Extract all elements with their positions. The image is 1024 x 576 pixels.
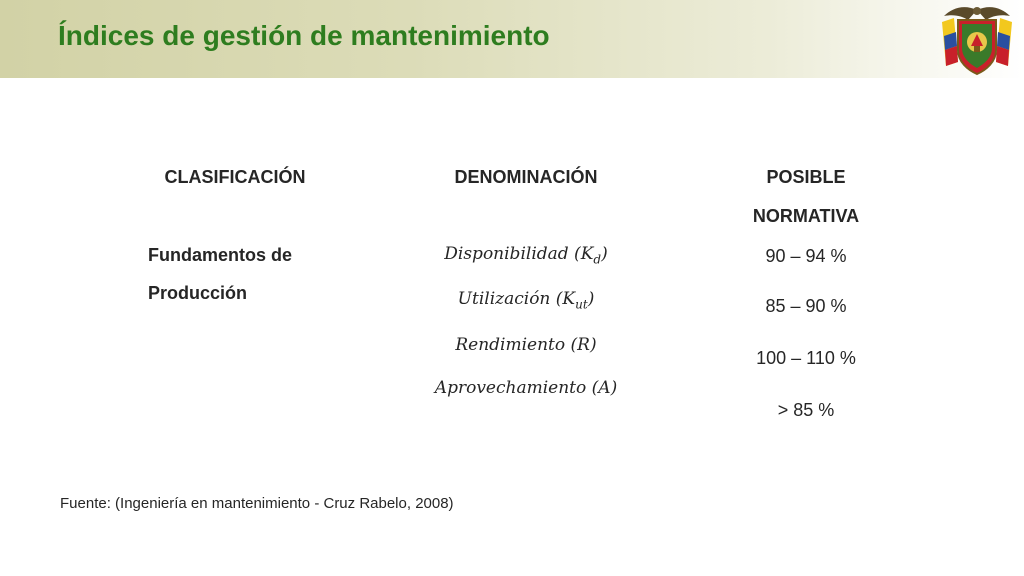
header-normative-line1: POSIBLE bbox=[766, 167, 846, 187]
term-subscript: ut bbox=[575, 297, 588, 312]
term-symbol: R bbox=[577, 335, 590, 355]
term-row: Rendimiento (R) bbox=[455, 335, 597, 355]
term-subscript: d bbox=[593, 252, 602, 267]
normative-value: 100 – 110 % bbox=[756, 348, 856, 368]
classification-line1: Fundamentos de bbox=[148, 245, 293, 265]
term-symbol: K bbox=[562, 289, 576, 309]
normative-value: > 85 % bbox=[777, 400, 835, 420]
slide-title: Índices de gestión de mantenimiento bbox=[58, 20, 550, 51]
header-classification: CLASIFICACIÓN bbox=[164, 167, 306, 187]
source-footnote: Fuente: (Ingeniería en mantenimiento - Cruz Rabelo, 2008) bbox=[60, 495, 454, 512]
classification-line2: Producción bbox=[148, 283, 248, 303]
header-denomination: DENOMINACIÓN bbox=[454, 167, 598, 187]
normative-value: 90 – 94 % bbox=[765, 246, 847, 266]
term-row: Disponibilidad $(K_d)$ bbox=[444, 244, 608, 267]
term-name: Aprovechamiento bbox=[434, 378, 587, 398]
term-symbol: A bbox=[598, 378, 611, 398]
term-symbol: K bbox=[580, 244, 594, 264]
normative-value: 85 – 90 % bbox=[765, 296, 847, 316]
header-normative-line2: NORMATIVA bbox=[752, 206, 860, 226]
term-name: Rendimiento bbox=[455, 335, 566, 355]
term-row: Utilización $(K_{ut})$ bbox=[457, 289, 595, 312]
term-row: Aprovechamiento (A) bbox=[434, 378, 618, 398]
term-name: Utilización bbox=[457, 289, 551, 309]
university-crest-icon bbox=[934, 2, 1020, 78]
term-name: Disponibilidad bbox=[444, 244, 569, 264]
